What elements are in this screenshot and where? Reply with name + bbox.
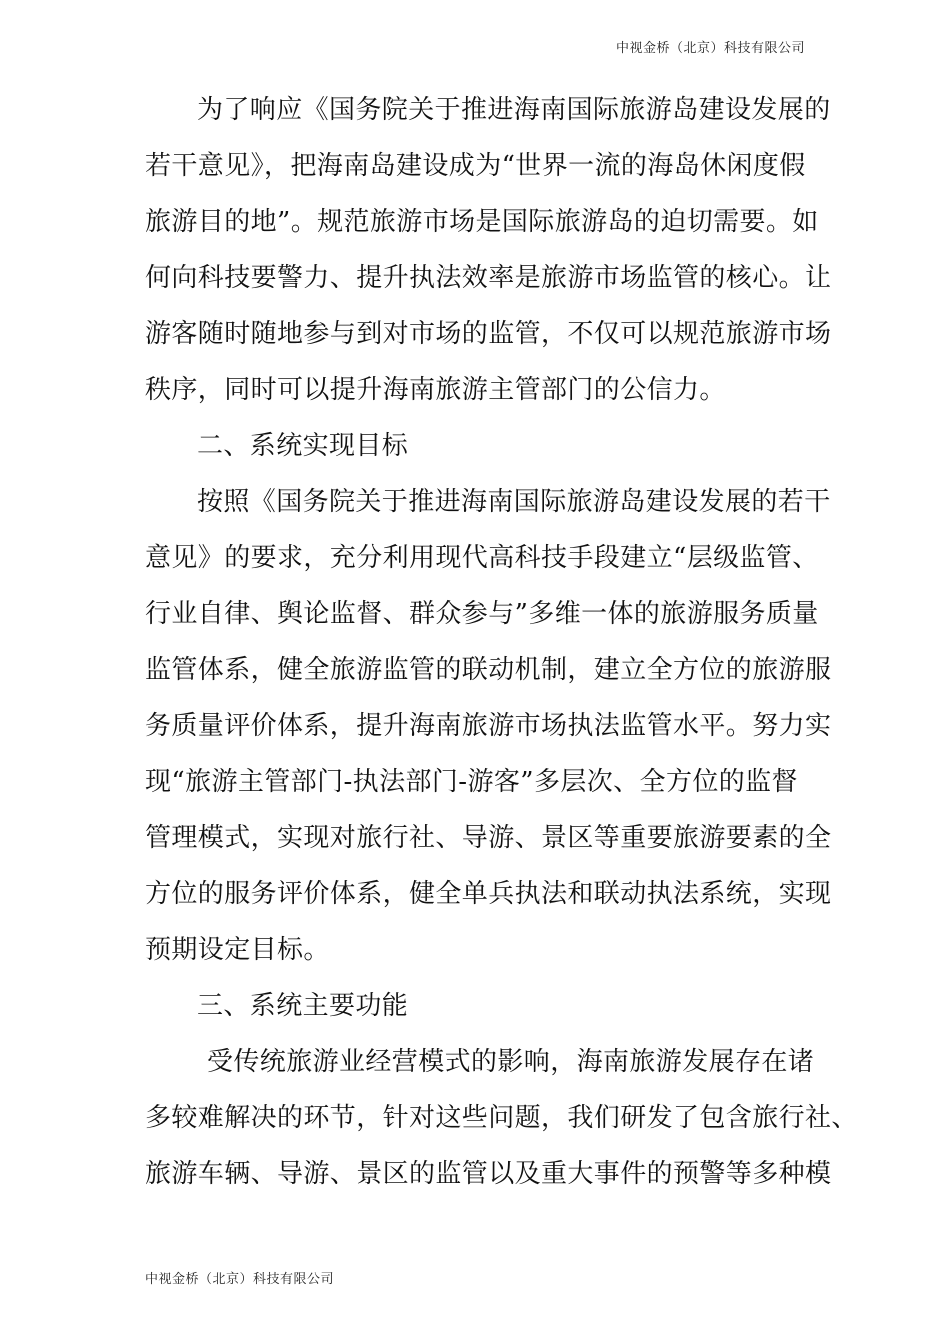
paragraph-line: 方位的服务评价体系，健全单兵执法和联动执法系统，实现 — [145, 879, 832, 909]
document-body — [145, 82, 858, 1202]
paragraph-line: 现“旅游主管部门-执法部门-游客”多层次、全方位的监督 — [145, 767, 798, 797]
section-heading-goals: 二、系统实现目标 — [197, 431, 409, 461]
paragraph-line: 多较难解决的环节，针对这些问题，我们研发了包含旅行社、 — [145, 1103, 858, 1133]
paragraph-line: 为了响应《国务院关于推进海南国际旅游岛建设发展的 — [197, 95, 831, 125]
paragraph-line: 预期设定目标。 — [145, 935, 330, 965]
paragraph-line: 监管体系，健全旅游监管的联动机制，建立全方位的旅游服 — [145, 655, 832, 685]
paragraph-line: 管理模式，实现对旅行社、导游、景区等重要旅游要素的全 — [145, 823, 832, 853]
paragraph-line: 旅游目的地”。规范旅游市场是国际旅游岛的迫切需要。如 — [145, 207, 819, 237]
paragraph-line: 游客随时随地参与到对市场的监管，不仅可以规范旅游市场 — [145, 319, 832, 349]
page-footer-company: 中视金桥（北京）科技有限公司 — [145, 1272, 335, 1287]
paragraph-line: 按照《国务院关于推进海南国际旅游岛建设发展的若干 — [197, 487, 831, 517]
paragraph-line: 若干意见》，把海南岛建设成为“世界一流的海岛休闲度假 — [145, 151, 806, 181]
paragraph-line: 意见》的要求，充分利用现代高科技手段建立“层级监管、 — [145, 543, 819, 573]
paragraph-line: 务质量评价体系，提升海南旅游市场执法监管水平。努力实 — [145, 711, 832, 741]
paragraph-line: 受传统旅游业经营模式的影响，海南旅游发展存在诸 — [207, 1047, 815, 1077]
section-heading-functions: 三、系统主要功能 — [197, 991, 409, 1021]
paragraph-line: 秩序，同时可以提升海南旅游主管部门的公信力。 — [145, 375, 726, 405]
paragraph-line: 旅游车辆、导游、景区的监管以及重大事件的预警等多种模 — [145, 1159, 832, 1189]
paragraph-line: 行业自律、舆论监督、群众参与”多维一体的旅游服务质量 — [145, 599, 819, 629]
paragraph-line: 何向科技要警力、提升执法效率是旅游市场监管的核心。让 — [145, 263, 832, 293]
page-header-company: 中视金桥（北京）科技有限公司 — [615, 41, 805, 56]
